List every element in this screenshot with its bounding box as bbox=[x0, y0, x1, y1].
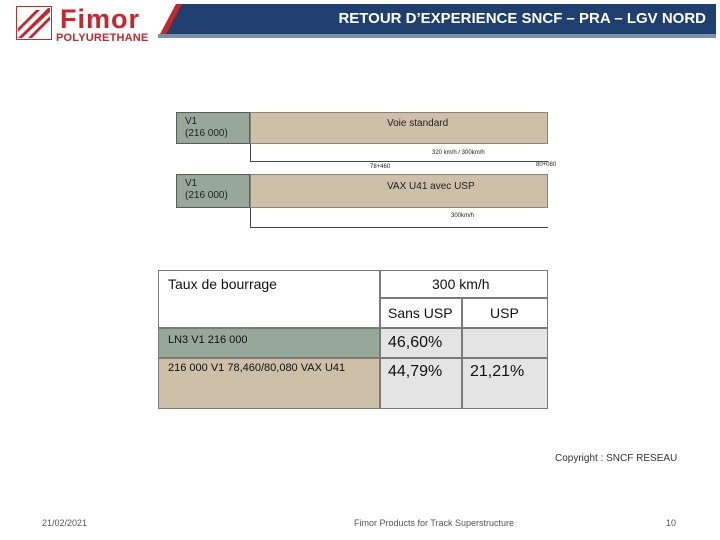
track-standard-box bbox=[250, 112, 548, 144]
fimor-logo-mark-icon bbox=[16, 6, 52, 40]
header-tamping-rate: Taux de bourrage bbox=[168, 276, 277, 292]
box-label-line2: (216 000) bbox=[185, 190, 228, 201]
box-label-line1: V1 bbox=[185, 178, 198, 189]
track-v1-box-bottom bbox=[176, 174, 250, 208]
track-vax-box bbox=[250, 174, 548, 208]
header-speed: 300 km/h bbox=[432, 276, 490, 292]
header-usp: USP bbox=[490, 305, 519, 321]
row-label: 216 000 V1 78,460/80,080 VAX U41 bbox=[168, 362, 346, 374]
row-value-usp bbox=[462, 328, 548, 358]
box-label-line2: (216 000) bbox=[185, 128, 228, 139]
box-label-line1: V1 bbox=[185, 116, 198, 127]
logo-subtitle: POLYURETHANE bbox=[56, 32, 149, 44]
km-label-right: 80+080 bbox=[536, 162, 557, 168]
track-line-bottom bbox=[250, 227, 548, 228]
row-label: LN3 V1 216 000 bbox=[168, 334, 248, 346]
track-line-top bbox=[250, 161, 548, 162]
copyright-note: Copyright : SNCF RESEAU bbox=[555, 453, 678, 464]
speed-label-bottom: 300km/h bbox=[451, 213, 475, 219]
row-value-text: 44,79% bbox=[388, 363, 443, 380]
header-sans-usp: Sans USP bbox=[388, 305, 453, 321]
footer-center-text: Fimor Products for Track Superstructure bbox=[354, 518, 515, 528]
row-value-text: 21,21% bbox=[470, 363, 525, 380]
company-logo bbox=[16, 4, 156, 44]
page-title: RETOUR D’EXPERIENCE SNCF – PRA – LGV NORD bbox=[338, 10, 706, 27]
track-v1-box-top bbox=[176, 112, 250, 144]
vax-track-label: VAX U41 avec USP bbox=[387, 181, 475, 192]
track-divider-top bbox=[250, 144, 251, 162]
track-divider-bottom bbox=[250, 208, 251, 228]
speed-label-top: 320 km/h / 300km/h bbox=[432, 150, 485, 156]
tamping-rate-table bbox=[158, 270, 548, 409]
footer-date: 21/02/2021 bbox=[42, 518, 88, 528]
row-value-text: 46,60% bbox=[388, 334, 443, 351]
km-label-left: 78+460 bbox=[370, 164, 391, 170]
standard-track-label: Voie standard bbox=[387, 118, 449, 129]
footer-page-number: 10 bbox=[666, 518, 677, 528]
logo-text: Fimor bbox=[60, 4, 141, 34]
title-bar bbox=[158, 4, 716, 38]
